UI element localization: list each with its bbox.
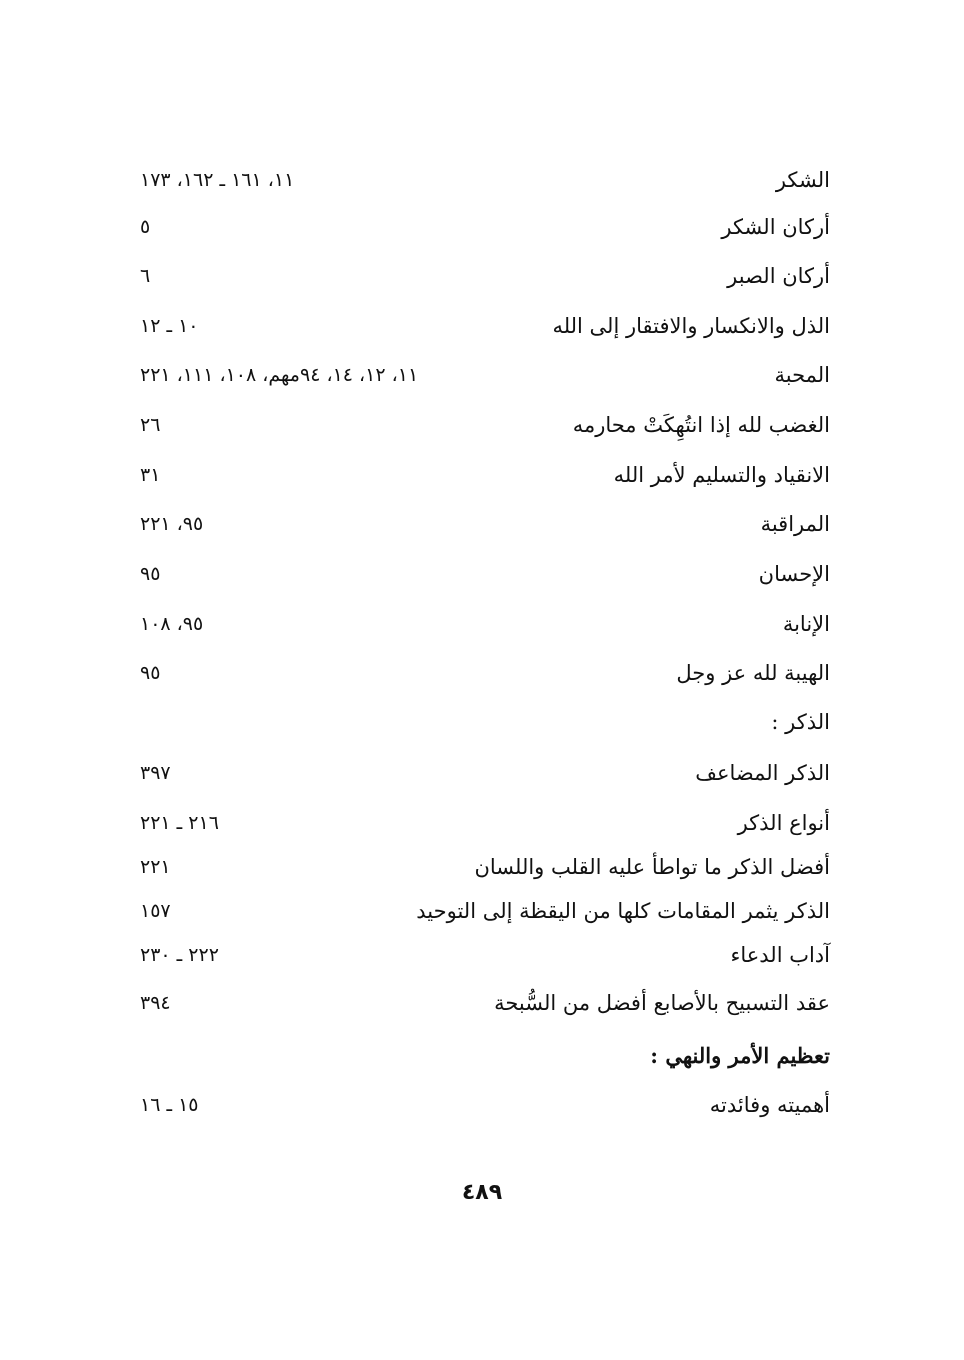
index-entry (140, 935, 830, 975)
entry-topic: أهميته وفائدته (709, 1093, 830, 1117)
entry-pages: ٣١ (140, 464, 161, 486)
index-entry (140, 160, 830, 200)
entry-topic: الانقياد والتسليم لأمر الله (613, 463, 830, 487)
entry-topic: الذكر المضاعف (695, 761, 830, 785)
index-entry (140, 256, 830, 296)
entry-pages: ٢٢٢ ـ ٢٣٠ (140, 944, 219, 966)
entry-topic: أركان الصبر (727, 264, 830, 288)
entry-pages: ٩٥ (140, 662, 161, 684)
entry-pages: ٥ (140, 216, 151, 238)
entry-topic: أنواع الذكر (737, 811, 830, 835)
entry-pages: ٢١٦ ـ ٢٢١ (140, 812, 219, 834)
entry-topic: أركان الشكر (721, 215, 830, 239)
entry-topic: آداب الدعاء (730, 943, 830, 967)
index-entry (140, 504, 830, 544)
index-entry (140, 983, 830, 1023)
entry-topic: الذكر يثمر المقامات كلها من اليقظة إلى التوحيد (416, 899, 830, 923)
index-section-heading (140, 702, 830, 742)
entry-pages: ١٥٧ (140, 900, 171, 922)
entry-pages: ٣٩٤ (140, 992, 171, 1014)
index-entry (140, 1085, 830, 1125)
index-section-heading (140, 1035, 830, 1075)
entry-pages: ١٠ ـ ١٢ (140, 315, 199, 337)
entry-topic: المراقبة (760, 512, 830, 536)
entry-topic: الذكر : (771, 710, 830, 734)
page-number: ٤٨٩ (461, 1180, 503, 1205)
entry-topic: أفضل الذكر ما تواطأ عليه القلب واللسان (474, 855, 830, 879)
entry-pages: ٣٩٧ (140, 762, 171, 784)
entry-topic: الشكر (775, 168, 830, 192)
entry-topic: الإحسان (758, 562, 830, 586)
entry-topic: الإنابة (782, 612, 830, 636)
entry-topic: تعظيم الأمر والنهي : (650, 1042, 830, 1068)
entry-pages: ٩٥، ٢٢١ (140, 513, 204, 535)
entry-topic: الغضب لله إذا انتُهِكَتْ محارمه (572, 413, 830, 437)
index-entry (140, 604, 830, 644)
entry-pages: ٢٢١ (140, 856, 171, 878)
index-entry (140, 355, 830, 395)
entry-pages: ٩٥ (140, 563, 161, 585)
entry-pages: ٢٦ (140, 414, 161, 436)
entry-pages: ١٥ ـ ١٦ (140, 1094, 199, 1116)
index-entry (140, 753, 830, 793)
index-entry (140, 455, 830, 495)
entry-topic: الهيبة لله عز وجل (676, 661, 830, 685)
index-entry (140, 803, 830, 843)
index-entry (140, 207, 830, 247)
entry-pages: ١١، ١٦١ ـ ١٦٢، ١٧٣ (140, 169, 295, 191)
index-entry (140, 306, 830, 346)
entry-topic: عقد التسبيح بالأصابع أفضل من السُّبحة (494, 991, 830, 1015)
index-entry (140, 891, 830, 931)
index-entry (140, 653, 830, 693)
index-entry (140, 405, 830, 445)
index-entry (140, 554, 830, 594)
entry-topic: الذل والانكسار والافتقار إلى الله (552, 314, 830, 338)
entry-pages: ٩٥، ١٠٨ (140, 613, 204, 635)
entry-pages: ٦ (140, 265, 151, 287)
entry-topic: المحبة (774, 363, 830, 387)
entry-pages: ١١، ١٢، ١٤، ٩٤مهم، ١٠٨، ١١١، ٢٢١ (140, 364, 419, 386)
index-entry (140, 847, 830, 887)
